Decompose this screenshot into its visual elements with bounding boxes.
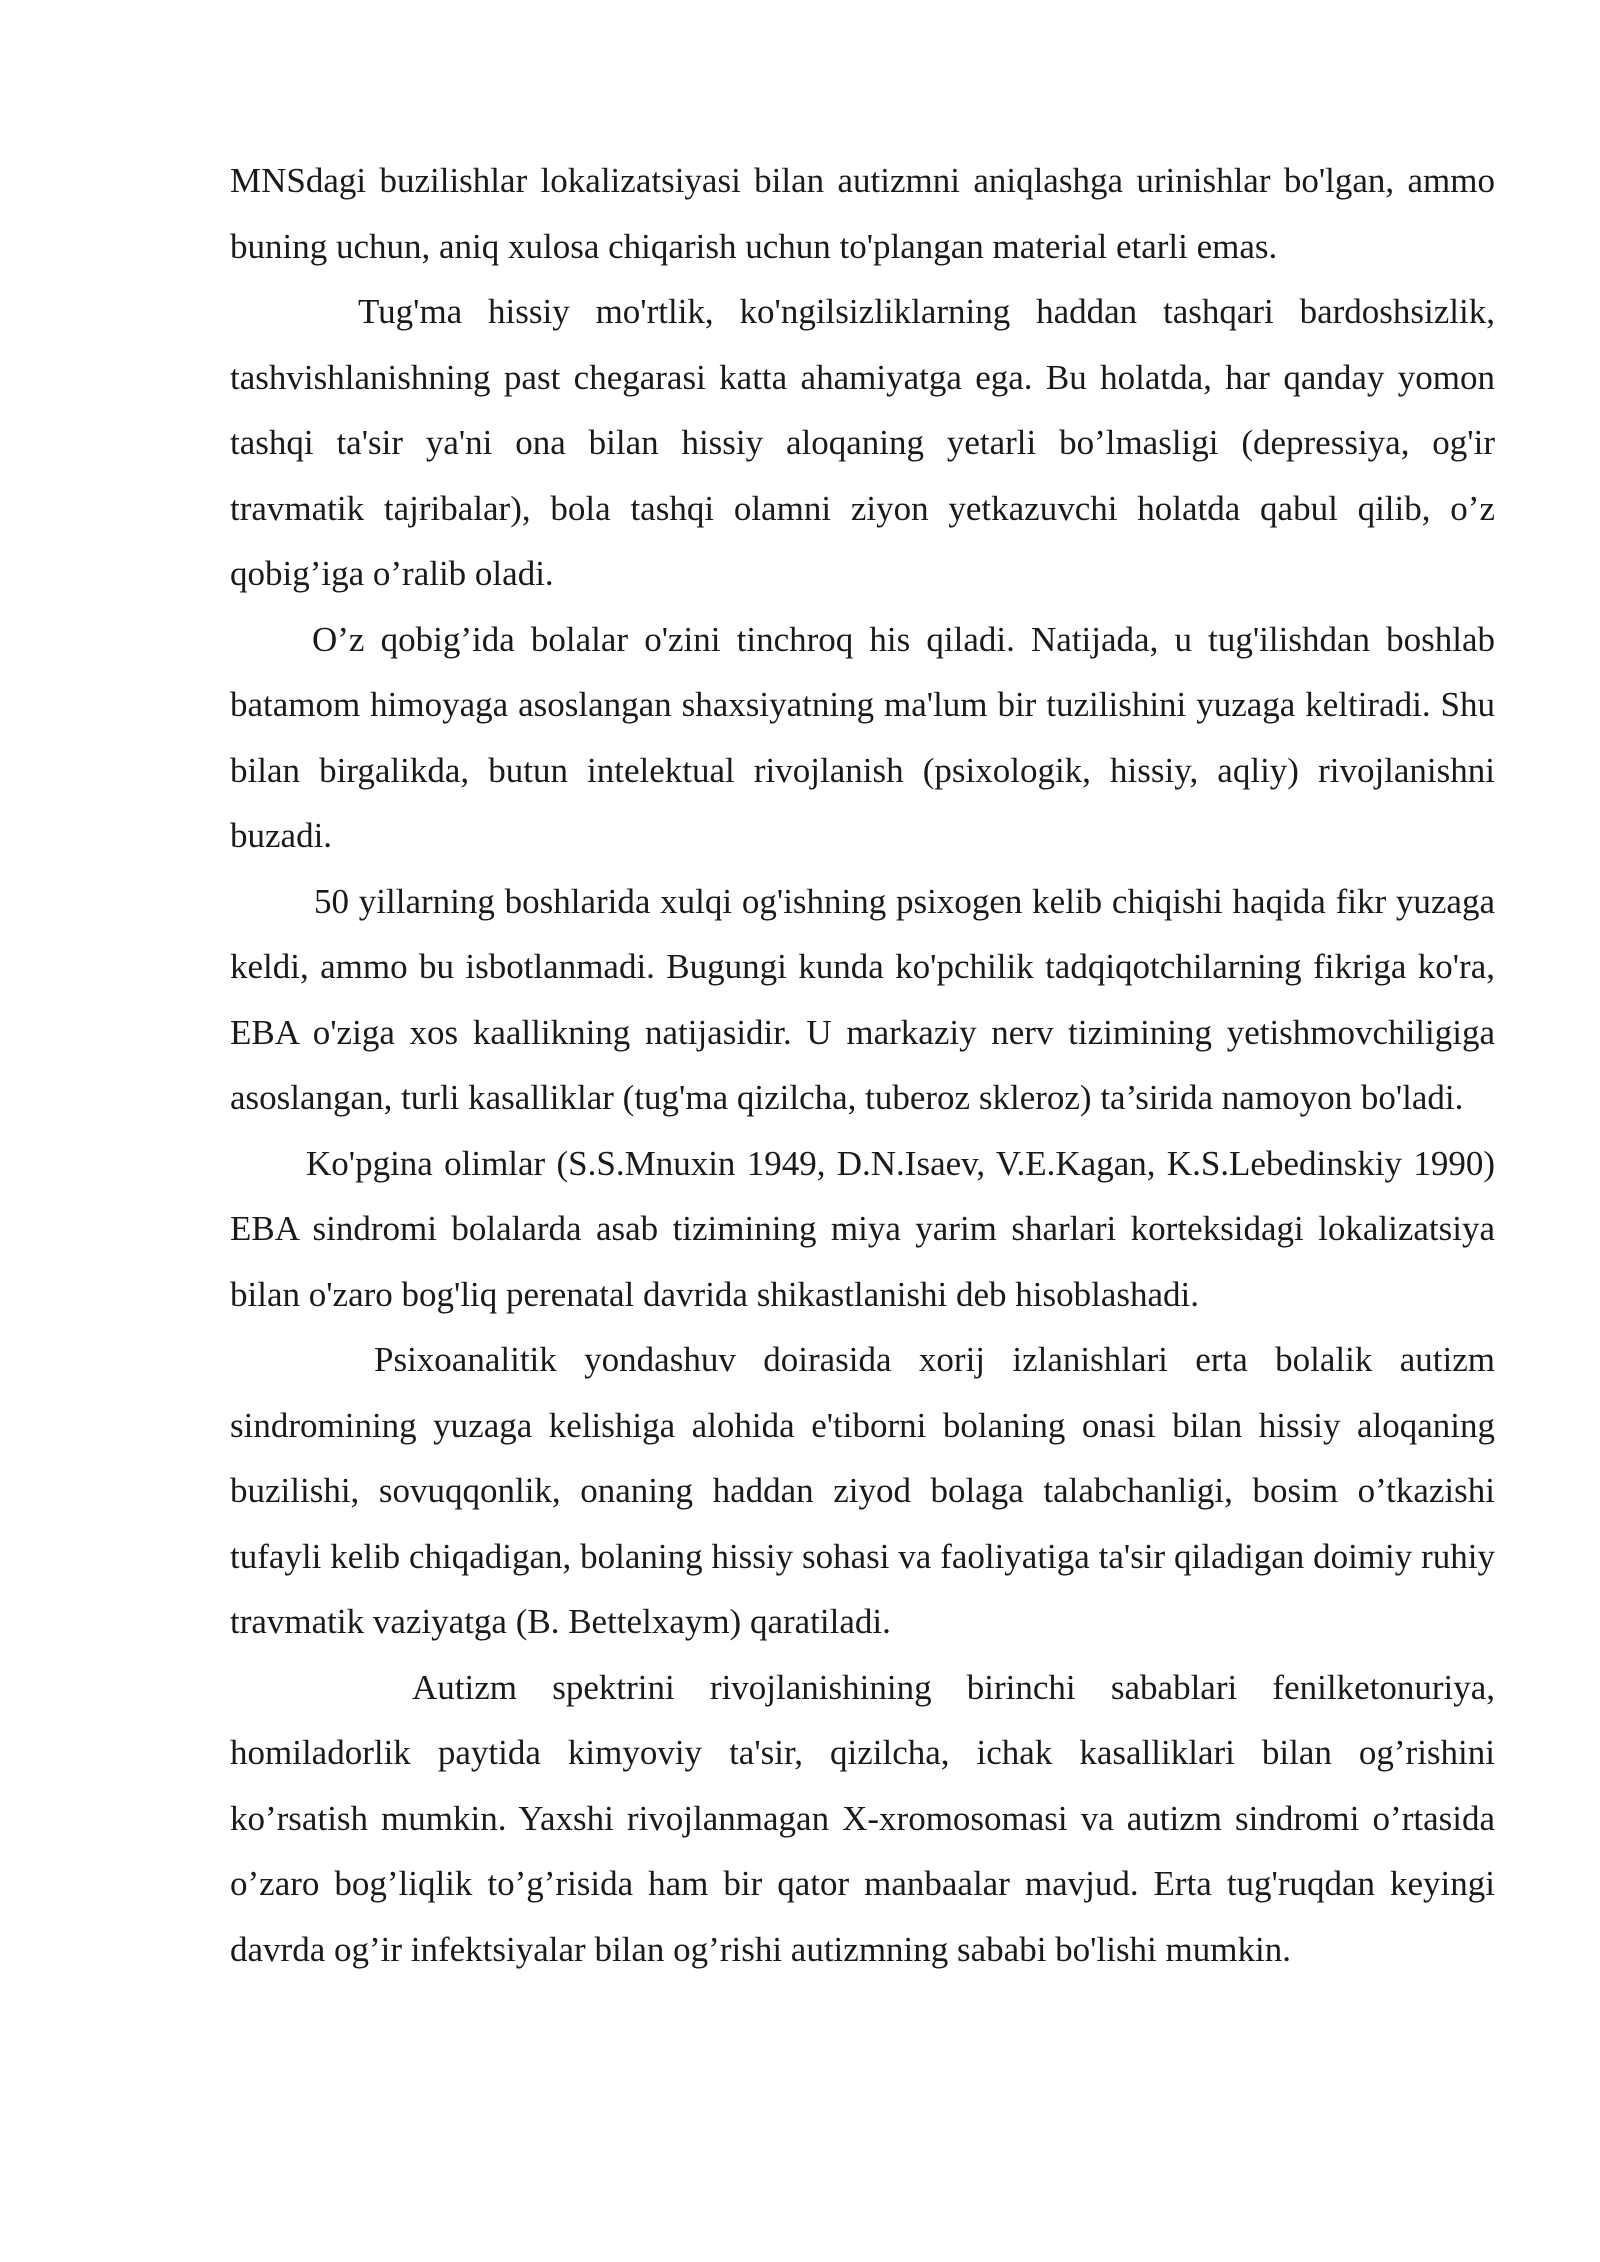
paragraph-1: MNSdagi buzilishlar lokalizatsiyasi bilan autizmni aniqlashga urinishlar bo'lgan, ammo buning uchun, aniq xulosa chiqarish uchun to'plangan material etarli emas. — [230, 161, 1495, 266]
paragraph-7: Autizm spektrini rivojlanishining birinchi sabablari fenilketonuriya, homiladorlik paytida kimyoviy ta'sir, qizilcha, ichak kasalliklari bilan og’rishini ko’rsatish mumkin. Yaxshi rivojlanmagan X-xromosomasi va autizm sindromi o’rtasida o’zaro bog’liqlik to’g’risida ham bir qator manbaalar mavjud. Erta tug'ruqdan keyingi davrda og’ir infektsiyalar bilan og’rishi autizmning sababi bo'lishi mumkin. — [230, 1667, 1495, 1969]
paragraph-2: Tug'ma hissiy mo'rtlik, ko'ngilsizliklarning haddan tashqari bardoshsizlik, tashvishlanishning past chegarasi katta ahamiyatga ega. Bu holatda, har qanday yomon tashqi ta'sir ya'ni ona bilan hissiy aloqaning yetarli bo’lmasligi (depressiya, og'ir travmatik tajribalar), bola tashqi olamni ziyon yetkazuvchi holatda qabul qilib, o’z qobig’iga o’ralib oladi. — [230, 292, 1495, 593]
paragraph-5: Ko'pgina olimlar (S.S.Mnuxin 1949, D.N.Isaev, V.E.Kagan, K.S.Lebedinskiy 1990) EBA sindromi bolalarda asab tizimining miya yarim sharlari korteksidagi lokalizatsiya bilan o'zaro bog'liq perenatal davrida shikastlanishi deb hisoblashadi. — [230, 1143, 1495, 1314]
document-page — [230, 148, 1495, 1982]
paragraph-6: Psixoanalitik yondashuv doirasida xorij izlanishlari erta bolalik autizm sindromining yuzaga kelishiga alohida e'tiborni bolaning onasi bilan hissiy aloqaning buzilishi, sovuqqonlik, onaning haddan ziyod bolaga talabchanligi, bosim o’tkazishi tufayli kelib chiqadigan, bolaning hissiy sohasi va faoliyatiga ta'sir qiladigan doimiy ruhiy travmatik vaziyatga (B. Bettelxaym) qaratiladi. — [230, 1340, 1495, 1641]
paragraph-3: O’z qobig’ida bolalar o'zini tinchroq his qiladi. Natijada, u tug'ilishdan boshlab batamom himoyaga asoslangan shaxsiyatning ma'lum bir tuzilishini yuzaga keltiradi. Shu bilan birgalikda, butun intelektual rivojlanish (psixologik, hissiy, aqliy) rivojlanishni buzadi. — [230, 619, 1495, 855]
paragraph-4: 50 yillarning boshlarida xulqi og'ishning psixogen kelib chiqishi haqida fikr yuzaga keldi, ammo bu isbotlanmadi. Bugungi kunda ko'pchilik tadqiqotchilarning fikriga ko'ra, EBA o'ziga xos kaallikning natijasidir. U markaziy nerv tizimining yetishmovchiligiga asoslangan, turli kasalliklar (tug'ma qizilcha, tuberoz skleroz) ta’sirida namoyon bo'ladi. — [230, 881, 1495, 1117]
